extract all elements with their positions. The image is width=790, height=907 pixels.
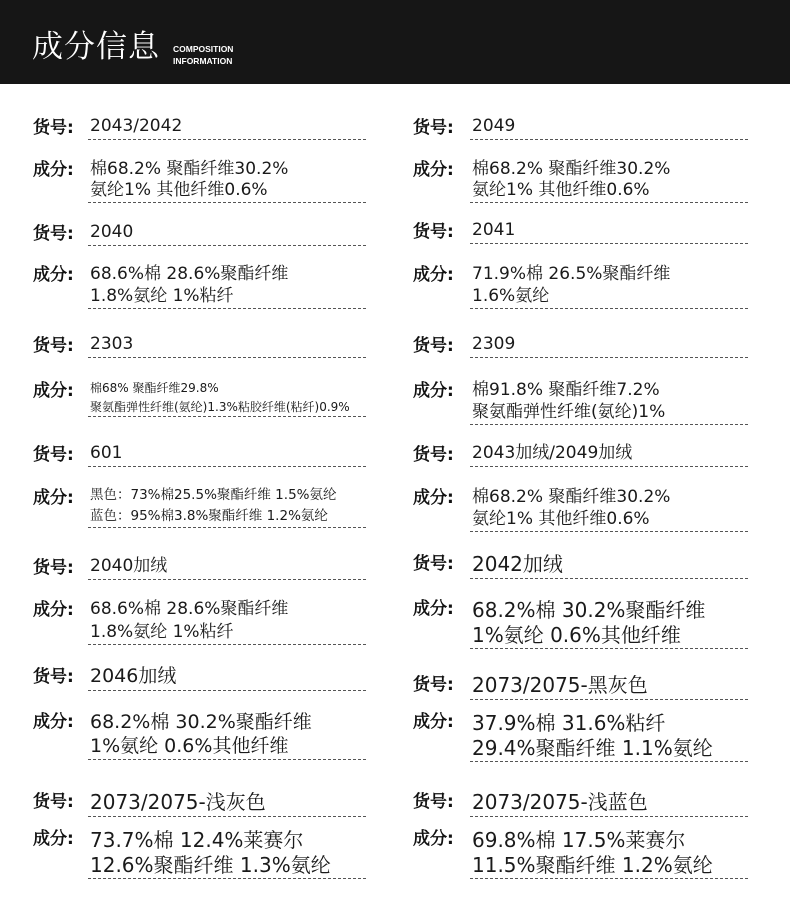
composition-line: 1.6%氨纶 bbox=[472, 286, 550, 306]
composition-line: 11.5%聚酯纤维 1.2%氨纶 bbox=[472, 853, 713, 877]
composition-label: 成分: bbox=[413, 829, 454, 849]
sku-value: 2043/2042 bbox=[90, 116, 183, 136]
composition-line: 棉68% 聚酯纤维29.8% bbox=[90, 381, 219, 395]
composition-line: 68.2%棉 30.2%聚酯纤维 bbox=[472, 598, 706, 622]
composition-line: 氨纶1% 其他纤维0.6% bbox=[90, 180, 268, 200]
sku-label: 货号: bbox=[413, 675, 454, 695]
sku-value: 2309 bbox=[472, 334, 516, 354]
sku-label: 货号: bbox=[33, 224, 74, 244]
sku-divider bbox=[470, 699, 748, 700]
sku-value: 2046加绒 bbox=[90, 665, 177, 687]
composition-label: 成分: bbox=[413, 712, 454, 732]
sku-divider bbox=[88, 466, 366, 467]
sku-value: 2041 bbox=[472, 220, 516, 240]
sku-label: 货号: bbox=[33, 336, 74, 356]
composition-line: 69.8%棉 17.5%莱赛尔 bbox=[472, 828, 686, 852]
sku-value: 2073/2075-浅灰色 bbox=[90, 790, 266, 814]
composition-line: 71.9%棉 26.5%聚酯纤维 bbox=[472, 264, 671, 284]
composition-divider bbox=[470, 878, 748, 879]
sku-divider bbox=[470, 578, 748, 579]
sku-divider bbox=[470, 357, 748, 358]
page-title: 成分信息 bbox=[32, 29, 160, 65]
sku-label: 货号: bbox=[413, 792, 454, 812]
composition-divider bbox=[470, 202, 748, 203]
composition-divider bbox=[470, 424, 748, 425]
header-banner bbox=[0, 0, 790, 84]
composition-line: 1%氨纶 0.6%其他纤维 bbox=[90, 735, 289, 757]
composition-line: 氨纶1% 其他纤维0.6% bbox=[472, 509, 650, 529]
subtitle-line-1: COMPOSITION bbox=[173, 44, 234, 54]
composition-line: 12.6%聚酯纤维 1.3%氨纶 bbox=[90, 853, 331, 877]
composition-line: 棉68.2% 聚酯纤维30.2% bbox=[472, 487, 671, 507]
composition-line: 聚氨酯弹性纤维(氨纶)1.3%粘胶纤维(粘纤)0.9% bbox=[90, 400, 350, 414]
composition-divider bbox=[88, 416, 366, 417]
composition-divider bbox=[88, 527, 366, 528]
composition-divider bbox=[88, 308, 366, 309]
composition-line: 68.6%棉 28.6%聚酯纤维 bbox=[90, 264, 289, 284]
sku-label: 货号: bbox=[413, 118, 454, 138]
sku-divider bbox=[470, 139, 748, 140]
composition-label: 成分: bbox=[413, 265, 454, 285]
sku-label: 货号: bbox=[413, 336, 454, 356]
page-subtitle bbox=[173, 43, 233, 67]
sku-label: 货号: bbox=[33, 445, 74, 465]
composition-line: 1%氨纶 0.6%其他纤维 bbox=[472, 623, 681, 647]
sku-value: 2042加绒 bbox=[472, 552, 563, 576]
sku-divider bbox=[470, 243, 748, 244]
composition-divider bbox=[470, 308, 748, 309]
sku-label: 货号: bbox=[33, 558, 74, 578]
composition-divider bbox=[88, 878, 366, 879]
composition-line: 1.8%氨纶 1%粘纤 bbox=[90, 286, 234, 306]
composition-line: 黑色：73%棉25.5%聚酯纤维 1.5%氨纶 bbox=[90, 487, 337, 503]
sku-label: 货号: bbox=[33, 667, 74, 687]
composition-line: 1.8%氨纶 1%粘纤 bbox=[90, 622, 234, 642]
sku-value: 2073/2075-浅蓝色 bbox=[472, 790, 648, 814]
composition-label: 成分: bbox=[33, 712, 74, 732]
composition-line: 73.7%棉 12.4%莱赛尔 bbox=[90, 828, 304, 852]
composition-line: 棉68.2% 聚酯纤维30.2% bbox=[472, 159, 671, 179]
composition-label: 成分: bbox=[413, 160, 454, 180]
sku-value: 2073/2075-黑灰色 bbox=[472, 673, 648, 697]
composition-divider bbox=[88, 644, 366, 645]
composition-label: 成分: bbox=[33, 600, 74, 620]
composition-divider bbox=[470, 648, 748, 649]
sku-divider bbox=[88, 245, 366, 246]
sku-divider bbox=[88, 690, 366, 691]
sku-value: 2303 bbox=[90, 334, 134, 354]
composition-label: 成分: bbox=[33, 265, 74, 285]
composition-line: 棉91.8% 聚酯纤维7.2% bbox=[472, 380, 660, 400]
sku-divider bbox=[88, 357, 366, 358]
composition-line: 68.2%棉 30.2%聚酯纤维 bbox=[90, 711, 312, 733]
composition-line: 氨纶1% 其他纤维0.6% bbox=[472, 180, 650, 200]
composition-divider bbox=[88, 759, 366, 760]
composition-line: 棉68.2% 聚酯纤维30.2% bbox=[90, 159, 289, 179]
composition-label: 成分: bbox=[33, 829, 74, 849]
composition-line: 蓝色：95%棉3.8%聚酯纤维 1.2%氨纶 bbox=[90, 508, 328, 524]
sku-value: 2040 bbox=[90, 222, 134, 242]
composition-label: 成分: bbox=[413, 599, 454, 619]
composition-line: 聚氨酯弹性纤维(氨纶)1% bbox=[472, 402, 666, 422]
composition-label: 成分: bbox=[33, 160, 74, 180]
sku-value: 2043加绒/2049加绒 bbox=[472, 443, 633, 463]
sku-divider bbox=[470, 466, 748, 467]
composition-label: 成分: bbox=[413, 381, 454, 401]
composition-label: 成分: bbox=[33, 381, 74, 401]
composition-label: 成分: bbox=[413, 488, 454, 508]
sku-value: 2040加绒 bbox=[90, 556, 168, 576]
sku-value: 601 bbox=[90, 443, 123, 463]
sku-divider bbox=[88, 579, 366, 580]
sku-value: 2049 bbox=[472, 116, 516, 136]
sku-label: 货号: bbox=[33, 792, 74, 812]
subtitle-line-2: INFORMATION bbox=[173, 56, 233, 66]
sku-label: 货号: bbox=[413, 554, 454, 574]
sku-label: 货号: bbox=[413, 445, 454, 465]
composition-divider bbox=[470, 761, 748, 762]
composition-line: 29.4%聚酯纤维 1.1%氨纶 bbox=[472, 736, 713, 760]
sku-divider bbox=[88, 139, 366, 140]
sku-divider bbox=[470, 816, 748, 817]
composition-line: 37.9%棉 31.6%粘纤 bbox=[472, 711, 666, 735]
sku-label: 货号: bbox=[33, 118, 74, 138]
sku-label: 货号: bbox=[413, 222, 454, 242]
composition-label: 成分: bbox=[33, 488, 74, 508]
composition-divider bbox=[470, 531, 748, 532]
composition-line: 68.6%棉 28.6%聚酯纤维 bbox=[90, 599, 289, 619]
composition-divider bbox=[88, 202, 366, 203]
sku-divider bbox=[88, 816, 366, 817]
